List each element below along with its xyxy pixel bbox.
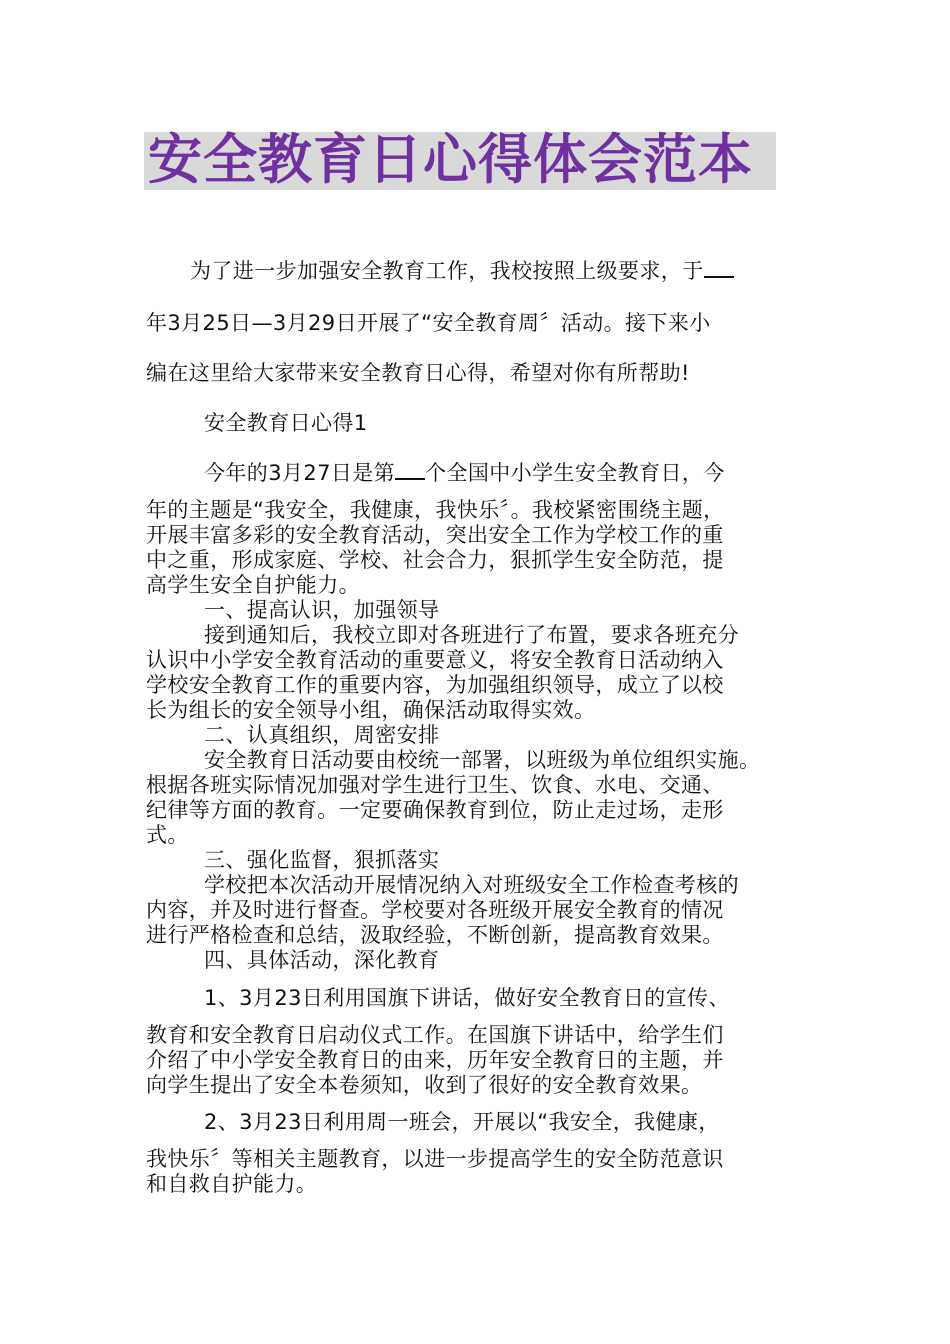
point2-heading: 二、认真组织，周密安排 <box>204 723 440 747</box>
opening-line-1: 今年的3月27日是第 个全国中小学生安全教育日，今 <box>204 461 725 485</box>
activity2-line-3: 和自救自护能力。 <box>146 1172 318 1196</box>
point1-line-3: 学校安全教育工作的重要内容，为加强组织领导，成立了以校 <box>146 673 724 697</box>
opening-line-3: 开展丰富多彩的安全教育活动，突出安全工作为学校工作的重 <box>146 523 724 547</box>
point3-line-1: 学校把本次活动开展情况纳入对班级安全工作检查考核的 <box>204 873 739 897</box>
activity2-line-1: 2、3月23日利用周一班会，开展以“我安全，我健康， <box>204 1110 720 1134</box>
point3-line-2: 内容，并及时进行督查。学校要对各班级开展安全教育的情况 <box>146 898 724 922</box>
point1-heading: 一、提高认识，加强领导 <box>204 598 440 622</box>
point2-line-4: 式。 <box>146 823 189 847</box>
point4-heading: 四、具体活动，深化教育 <box>204 948 440 972</box>
point2-line-3: 纪律等方面的教育。一定要确保教育到位，防止走过场，走形 <box>146 798 724 822</box>
activity1-line-3: 介绍了中小学安全教育日的由来，历年安全教育日的主题，并 <box>146 1048 724 1072</box>
activity2-line-2: 我快乐〞等相关主题教育，以进一步提高学生的安全防范意识 <box>146 1147 724 1171</box>
section-heading: 安全教育日心得1 <box>204 411 368 435</box>
activity1-line-4: 向学生提出了安全本卷须知，收到了很好的安全教育效果。 <box>146 1073 703 1097</box>
point2-line-2: 根据各班实际情况加强对学生进行卫生、饮食、水电、交通、 <box>146 773 724 797</box>
opening-line-5: 高学生安全自护能力。 <box>146 573 360 597</box>
point1-line-2: 认识中小学安全教育活动的重要意义，将安全教育日活动纳入 <box>146 648 724 672</box>
intro-line-2: 年3月25日—3月29日开展了“安全教育周〞活动。接下来小 <box>146 311 711 335</box>
point3-heading: 三、强化监督，狠抓落实 <box>204 848 440 872</box>
point1-line-1: 接到通知后，我校立即对各班进行了布置，要求各班充分 <box>204 623 739 647</box>
activity1-line-1: 1、3月23日利用国旗下讲话，做好安全教育日的宣传、 <box>204 986 730 1010</box>
date-blank <box>704 258 734 278</box>
activity1-line-2: 教育和安全教育日启动仪式工作。在国旗下讲话中，给学生们 <box>146 1023 724 1047</box>
page-title: 安全教育日心得体会范本 <box>148 128 753 191</box>
point2-line-1: 安全教育日活动要由校统一部署，以班级为单位组织实施。 <box>204 748 761 772</box>
opening-line-2: 年的主题是“我安全，我健康，我快乐〞。我校紧密围绕主题， <box>146 498 725 522</box>
intro-line-1: 为了进一步加强安全教育工作，我校按照上级要求，于 <box>190 258 734 284</box>
intro-line-3: 编在这里给大家带来安全教育日心得，希望对你有所帮助! <box>146 361 690 385</box>
point1-line-4: 长为组长的安全领导小组，确保活动取得实效。 <box>146 698 596 722</box>
opening-line-4: 中之重，形成家庭、学校、社会合力，狠抓学生安全防范，提 <box>146 548 724 572</box>
edition-blank <box>395 460 425 480</box>
point3-line-3: 进行严格检查和总结，汲取经验，不断创新，提高教育效果。 <box>146 923 724 947</box>
